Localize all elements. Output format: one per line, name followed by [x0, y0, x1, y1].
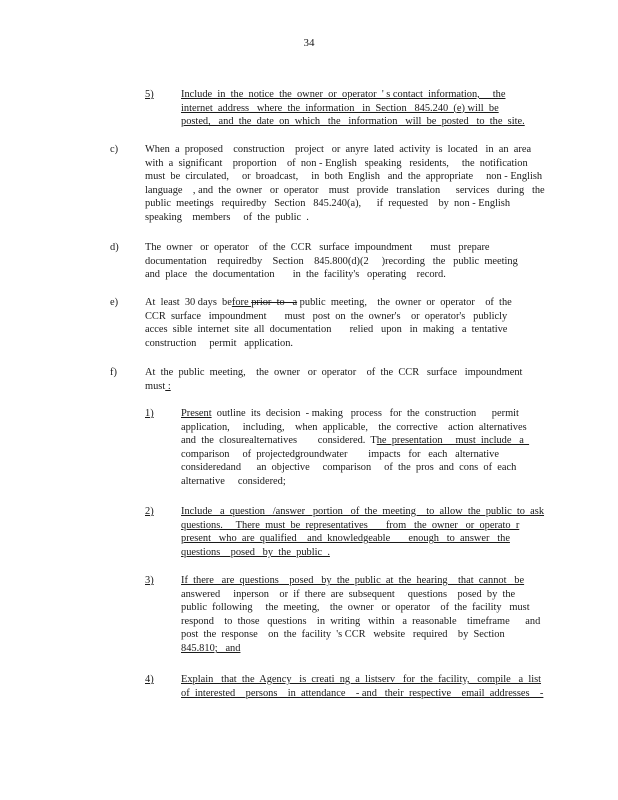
paragraph-f-public-meeting [145, 366, 522, 393]
inserted-text: fore [231, 297, 252, 308]
item-label-c: c) [110, 144, 119, 155]
text-line: 845.810; and [181, 642, 241, 654]
text-line: post the response on the facility 's CCR website required by Section [181, 629, 505, 641]
text-line: of interested persons in attendance - and their respective email addresses - [181, 687, 544, 699]
text-run: T [365, 435, 377, 447]
paragraph-f4-listserv [181, 673, 543, 700]
text-line: speaking members of the public . [145, 211, 309, 223]
text-line: answered inperson or if there are subsequent questions posed by the [181, 588, 516, 600]
text-line: internet address where the information in Section 845.240 (e) will be [181, 102, 499, 114]
text-line: questions posed by the public . [181, 546, 330, 558]
text-line: questions. There must be representatives from the owner or operato r [181, 519, 520, 531]
item-label-e: e) [110, 297, 119, 308]
text-line: consideredand an objective comparison of the pros and cons of each [181, 462, 517, 474]
paragraph-c-non-english [145, 143, 545, 225]
text-line: Include a question /answer portion of the meeting to allow the public to ask [181, 506, 545, 517]
paragraph-f3-unanswered-questions [181, 574, 540, 656]
paragraph-e-30-days [145, 296, 512, 350]
paragraph-5-notice-contact [181, 88, 525, 129]
text-line: language , and the owner or operator must provide translation services during the [145, 184, 545, 196]
text-line: comparison of projectedgroundwater impacts for each alternative [181, 448, 499, 460]
text-line [145, 296, 512, 310]
text-line: construction permit application. [145, 337, 294, 349]
page-number: 34 [303, 37, 315, 49]
text-line: Explain that the Agency is creati ng a listserv for the facility, compile a list [181, 674, 542, 685]
text-line: documentation requiredby Section 845.800(d)(2 )recording the public meeting [145, 255, 518, 267]
text-line [145, 380, 522, 394]
text-line: respond to those questions in writing within a reasonable timeframe and [181, 615, 541, 627]
paragraph-f1-present [181, 407, 529, 489]
text-line: alternative considered; [181, 475, 286, 487]
text-line: application, including, when applicable, the corrective action alternatives [181, 421, 527, 433]
item-label-d: d) [110, 242, 119, 253]
item-label-f2: 2) [145, 506, 154, 517]
paragraph-f2-question-answer [181, 505, 544, 559]
text-run: At least 30 days be [145, 297, 232, 308]
text-line: acces sible internet site all documentation relied upon in making a tentative [145, 324, 508, 336]
inserted-text: Present [181, 408, 212, 419]
item-label-f4: 4) [145, 674, 154, 685]
text-line: with a significant proportion of non - English speaking residents, the notification [145, 157, 528, 169]
item-label-f: f) [110, 367, 117, 378]
text-run: public meeting, the owner or operator of the [297, 297, 512, 308]
text-line [181, 407, 529, 421]
text-line: If there are questions posed by the public at the hearing that cannot be [181, 575, 525, 586]
text-line: public meetings requiredby Section 845.240(a), if requested by non - English [145, 198, 511, 210]
text-line: CCR surface impoundment must post on the owner's or operator's publicly [145, 310, 508, 322]
item-label-f3: 3) [145, 575, 154, 586]
text-line: posted, and the date on which the information will be posted to the site. [181, 116, 525, 128]
text-line: At the public meeting, the owner or operator of the CCR surface impoundment [145, 367, 523, 378]
text-run: and the closurealternatives considered. [181, 435, 366, 447]
text-line: The owner or operator of the CCR surface impoundment must prepare [145, 242, 490, 253]
text-line: public following the meeting, the owner or operator of the facility must [181, 602, 530, 614]
text-run: outline its decision - making process for the construction permit [211, 408, 519, 419]
text-line: Include in the notice the owner or operator ' s contact information, the [181, 89, 506, 100]
inserted-text: he presentation must include a [376, 435, 530, 447]
item-label-f1: 1) [145, 408, 154, 419]
item-label-5: 5) [145, 89, 154, 100]
paragraph-d-documentation [145, 241, 518, 282]
text-line [181, 434, 529, 448]
deleted-text: prior to a [251, 297, 298, 308]
text-run: must [145, 380, 166, 392]
text-line: When a proposed construction project or anyre lated activity is located in an area [145, 144, 532, 155]
inserted-text: : [165, 380, 171, 392]
text-line: present who are qualified and knowledgeable enough to answer the [181, 533, 510, 545]
text-line: and place the documentation in the facility's operating record. [145, 269, 446, 281]
text-line: must be circulated, or broadcast, in both English and the appropriate non - English [145, 171, 543, 183]
